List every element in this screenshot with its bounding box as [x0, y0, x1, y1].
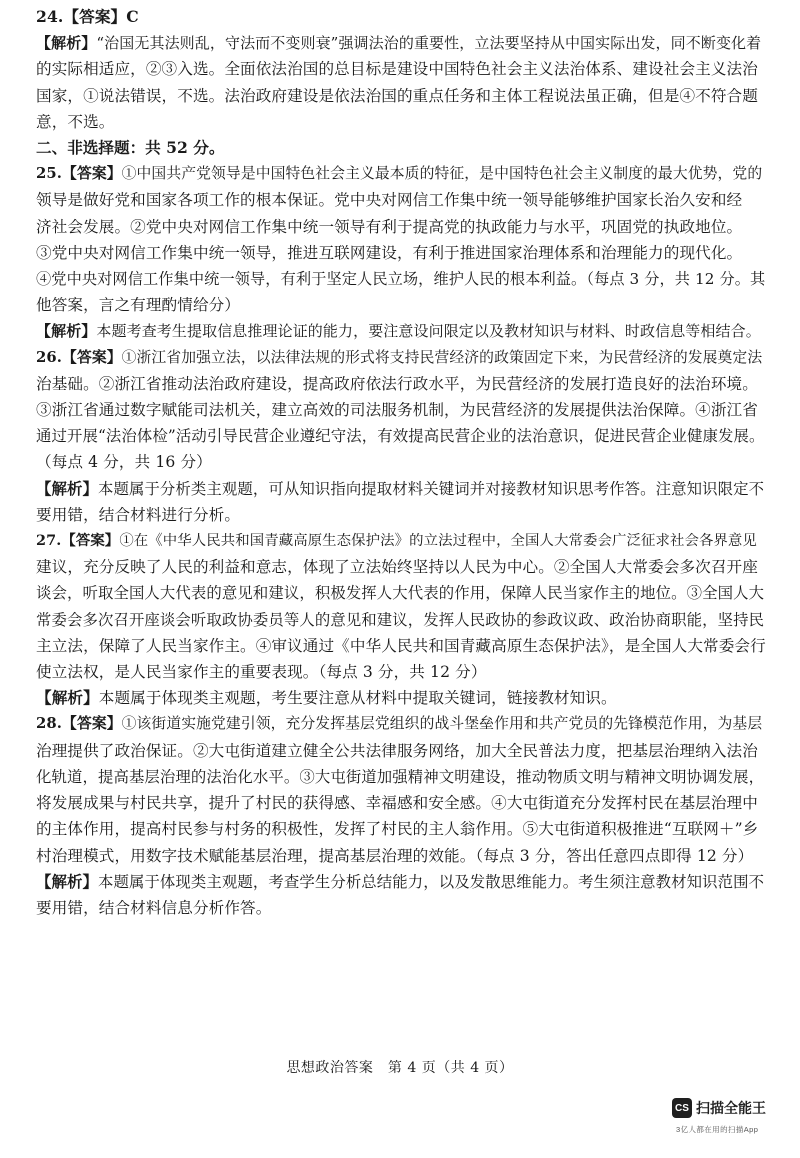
camscanner-app-name: 扫描全能王	[696, 1100, 766, 1116]
q24-analysis-line: 的实际相适应，②③入选。全面依法治国的总目标是建设中国特色社会主义法治体系、建设社会主义法治	[36, 60, 758, 79]
q27-answer-line: 谈会，听取全国人大代表的意见和建议，积极发挥人大代表的作用，保障人民当家作主的地位。③全国人大	[36, 584, 765, 603]
q24-analysis-line: 【解析】“治国无其法则乱，守法而不变则衰”强调法治的重要性，立法要坚持从中国实际出发，同不断变化着	[36, 34, 762, 53]
q28-answer-line: 化轨道，提高基层治理的法治化水平。③大屯街道加强精神文明建设，推动物质文明与精神文明协调发展，	[36, 767, 765, 786]
q27-answer-line: 使立法权，是人民当家作主的重要表现。（每点 3 分，共 12 分）	[36, 663, 487, 682]
q27-analysis	[36, 685, 766, 711]
q28-analysis-line: 要用错，结合材料信息分析作答。	[36, 898, 272, 917]
q26-analysis	[36, 476, 766, 528]
q28-analysis-line: 【解析】本题属于体现类主观题，考查学生分析总结能力，以及发散思维能力。考生须注意教材知识范围不	[36, 872, 765, 891]
q26-analysis-line: 【解析】本题属于分析类主观题，可从知识指向提取材料关键词并对接教材知识思考作答。注意知识限定不	[36, 479, 765, 498]
q26-answer	[36, 345, 766, 476]
section-2-heading: 二、非选择题：共 52 分。	[36, 138, 225, 158]
q28-answer-line: 的主体作用，提高村民参与村务的积极性，发挥了村民的主人翁作用。⑤大屯街道积极推进“互联网＋”乡	[36, 820, 759, 839]
q25-answer-line: ③党中央对网信工作集中统一领导，推进互联网建设，有利于推进国家治理体系和治理能力的现代化。	[36, 243, 743, 262]
q24-analysis-line: 国家，①说法错误，不选。法治政府建设是依法治国的重点任务和主体工程说法虽正确，但是④不符合题	[36, 86, 758, 105]
q25-answer	[36, 161, 766, 318]
camscanner-tagline: 3亿人都在用的扫描App	[676, 1125, 759, 1134]
page-footer: 思想政治答案 第 4 页（共 4 页）	[286, 1060, 514, 1076]
q26-analysis-line: 要用错，结合材料进行分析。	[36, 505, 241, 524]
q28-answer-line: 治理提供了政治保证。②大屯街道建立健全公共法律服务网络，加大全民普法力度，把基层治理纳入法治	[36, 741, 758, 760]
q26-answer-line: （每点 4 分，共 16 分）	[36, 453, 212, 472]
q27-answer-line: 主立法，保障了人民当家作主。④审议通过《中华人民共和国青藏高原生态保护法》，是全国人大常委会行	[36, 636, 766, 655]
q26-answer-line: ③浙江省通过数字赋能司法机关，建立高效的司法服务机制，为民营经济的发展提供法治保障。④浙江省	[36, 401, 758, 420]
q27-answer	[36, 528, 766, 685]
camscanner-watermark	[672, 1098, 766, 1118]
camscanner-logo-icon: CS	[672, 1098, 692, 1118]
q28-answer-line: 将发展成果与村民共享，提升了村民的获得感、幸福感和安全感。④大屯街道充分发挥村民在基层治理中	[36, 794, 758, 813]
q27-answer-line: 27.【答案】①在《中华人民共和国青藏高原生态保护法》的立法过程中，全国人大常委会广泛征求社会各界意见	[36, 532, 757, 550]
q25-answer-line: 25.【答案】①中国共产党领导是中国特色社会主义最本质的特征，是中国特色社会主义制度的最大优势，党的	[36, 165, 763, 183]
q27-answer-line: 建议，充分反映了人民的利益和意志，体现了立法始终坚持以人民为中心。②全国人大常委会多次召开座	[36, 558, 758, 577]
q25-answer-line: 领导是做好党和国家各项工作的根本保证。党中央对网信工作集中统一领导能够维护国家长治久安和经	[36, 191, 743, 210]
q26-answer-line: 治基础。②浙江省推动法治政府建设，提高政府依法行政水平，为民营经济的发展打造良好的法治环境。	[36, 374, 758, 393]
q28-answer-line: 村治理模式，用数字技术赋能基层治理，提高基层治理的效能。（每点 3 分，答出任意四点即得 12 分）	[36, 846, 754, 865]
q26-answer-line: 通过开展“法治体检”活动引导民营企业遵纪守法，有效提高民营企业的法治意识，促进民营企业健康发展。	[36, 427, 765, 446]
q27-answer-line: 常委会多次召开座谈会听取政协委员等人的意见和建议，发挥人民政协的参政议政、政治协商职能，坚持民	[36, 610, 765, 629]
q24-analysis	[36, 30, 766, 135]
q28-analysis	[36, 869, 766, 921]
q26-answer-line: 26.【答案】①浙江省加强立法，以法律法规的形式将支持民营经济的政策固定下来，为民营经济的发展奠定法	[36, 348, 763, 366]
q28-answer-line: 28.【答案】①该街道实施党建引领，充分发挥基层党组织的战斗堡垒作用和共产党员的先锋模范作用，为基层	[36, 715, 763, 733]
q25-analysis	[36, 318, 766, 344]
q24-analysis-line: 意，不选。	[36, 112, 115, 131]
q28-answer	[36, 711, 766, 868]
q24-answer: 24.【答案】C	[36, 7, 139, 26]
q25-answer-line: 济社会发展。②党中央对网信工作集中统一领导有利于提高党的执政能力与水平，巩固党的执政地位。	[36, 217, 743, 236]
q25-answer-line: 他答案，言之有理酌情给分）	[36, 296, 241, 315]
q27-analysis-line: 【解析】本题属于体现类主观题，考生要注意从材料中提取关键词，链接教材知识。	[36, 688, 617, 708]
answer-sheet-page	[36, 4, 766, 921]
q25-answer-line: ④党中央对网信工作集中统一领导，有利于坚定人民立场，维护人民的根本利益。（每点 3 分，共 12 分。其	[36, 270, 766, 289]
q25-analysis-line: 【解析】本题考查考生提取信息推理论证的能力，要注意设问限定以及教材知识与材料、时政信息等相结合。	[36, 322, 761, 341]
